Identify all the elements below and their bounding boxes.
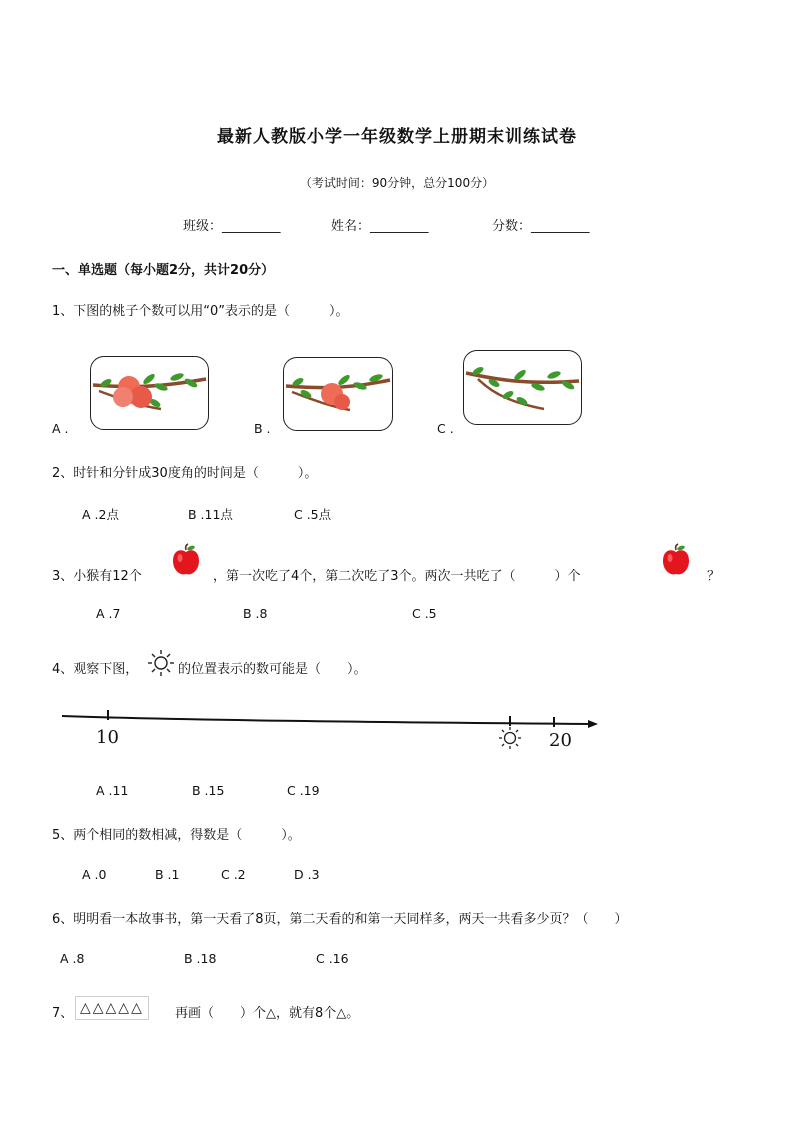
peach-branch-illustration [284,358,392,430]
q6-option-b[interactable]: B .18 [184,951,217,966]
question-4-part-b: 的位置表示的数可能是（ ）。 [178,662,367,677]
q1-option-c[interactable]: C . [437,421,454,436]
q2-option-b[interactable]: B .11点 [188,507,233,522]
number-line [58,700,604,756]
question-7-number: 7、 [52,1006,74,1021]
name-field: 姓名：_________ [331,219,429,234]
q4-option-a[interactable]: A .11 [96,783,129,798]
q5-option-d[interactable]: D .3 [294,867,320,882]
apple-icon [171,543,201,577]
question-2: 2、时针和分针成30度角的时间是（ ）。 [52,466,318,481]
branch-image-c [463,350,582,425]
exam-info: （考试时间：90分钟，总分100分） [299,176,495,190]
branch-illustration [464,351,581,424]
axis-label-end: 20 [549,730,572,751]
q1-option-a[interactable]: A . [52,421,69,436]
question-1: 1、下图的桃子个数可以用“0”表示的是（ ）。 [52,304,349,319]
question-3-part-c: ？ [707,569,721,584]
q5-option-c[interactable]: C .2 [221,867,246,882]
q3-option-c[interactable]: C .5 [412,606,437,621]
question-6: 6、明明看一本故事书，第一天看了8页，第二天看的和第一天同样多，两天一共看多少页？（ ） [52,912,628,927]
peach-branch-illustration [91,357,208,429]
peach-branch-image-b [283,357,393,431]
axis-label-start: 10 [96,727,119,748]
q1-option-b[interactable]: B . [254,421,271,436]
sun-icon [147,649,175,677]
question-7-text: 再画（ ）个△，就有8个△。 [175,1006,360,1021]
page-title: 最新人教版小学一年级数学上册期末训练试卷 [217,127,577,147]
peach-branch-image-a [90,356,209,430]
q2-option-c[interactable]: C .5点 [294,507,332,522]
score-field: 分数：_________ [492,219,590,234]
sun-marker-icon [499,727,521,749]
q3-option-b[interactable]: B .8 [243,606,268,621]
class-field: 班级：_________ [183,219,281,234]
q4-option-b[interactable]: B .15 [192,783,225,798]
question-3-part-a: 3、小猴有12个 [52,569,142,584]
q6-option-a[interactable]: A .8 [60,951,85,966]
triangles-image: △△△△△ [75,996,149,1020]
q4-option-c[interactable]: C .19 [287,783,320,798]
q3-option-a[interactable]: A .7 [96,606,121,621]
section-heading: 一、单选题（每小题2分，共计20分） [52,263,275,278]
q6-option-c[interactable]: C .16 [316,951,349,966]
question-3-part-b: ，第一次吃了4个，第二次吃了3个。两次一共吃了（ ）个 [213,569,581,584]
q2-option-a[interactable]: A .2点 [82,507,119,522]
question-4-part-a: 4、观察下图， [52,662,139,677]
q5-option-b[interactable]: B .1 [155,867,180,882]
q5-option-a[interactable]: A .0 [82,867,107,882]
apple-icon [661,543,691,577]
question-5: 5、两个相同的数相减，得数是（ ）。 [52,828,301,843]
